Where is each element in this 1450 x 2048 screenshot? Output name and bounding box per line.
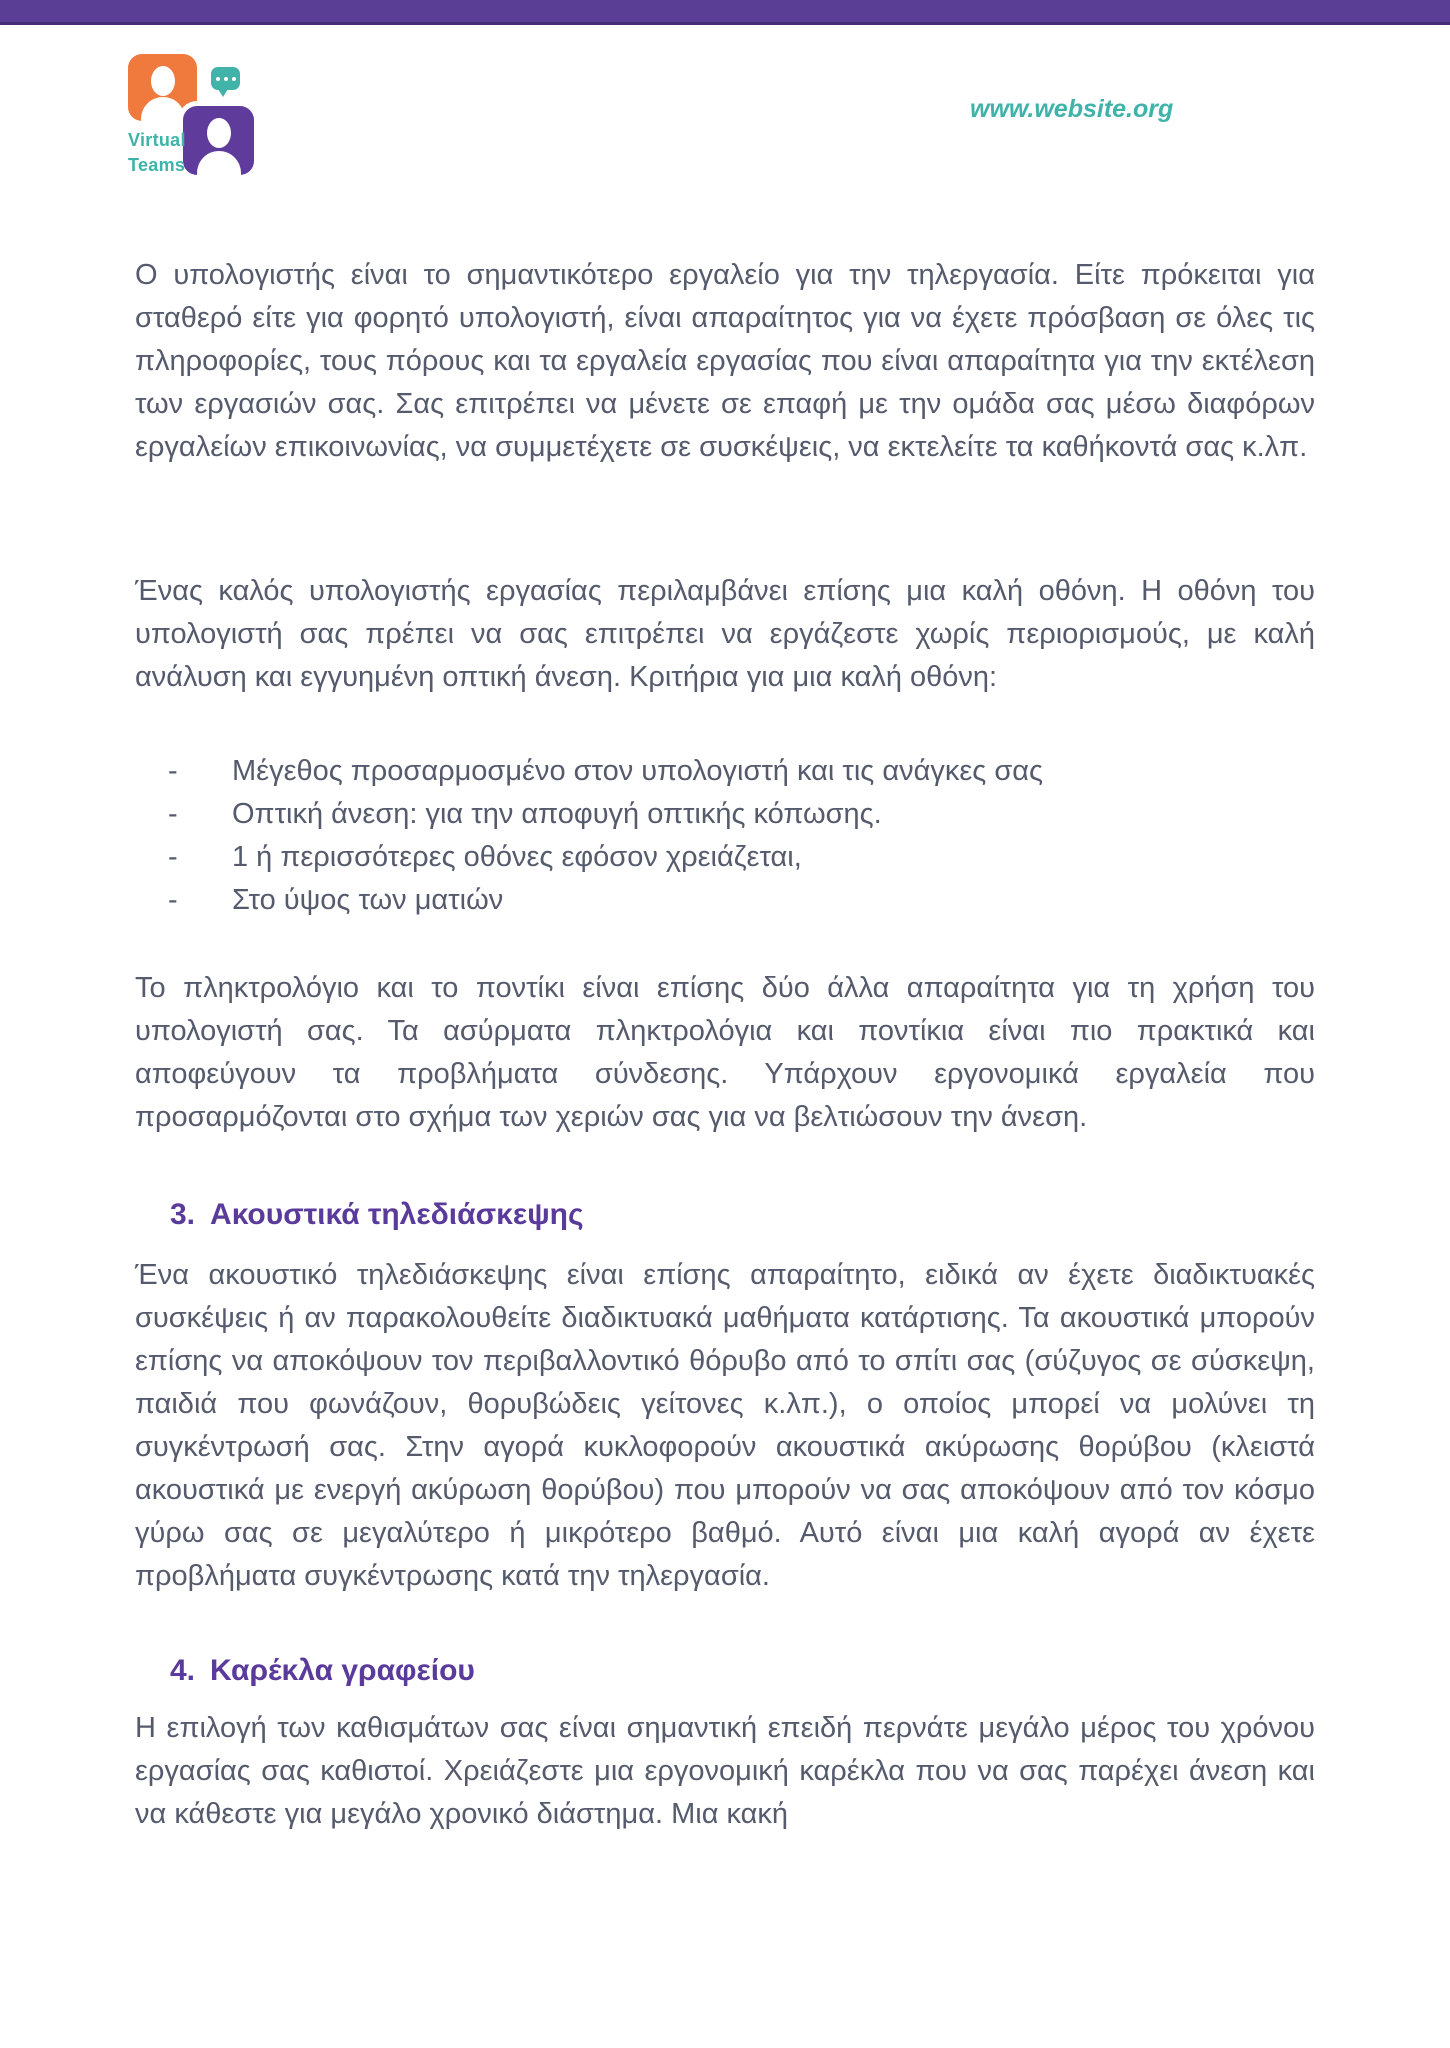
person-head-icon xyxy=(207,118,231,148)
chat-dot-icon xyxy=(232,77,236,81)
section-number: 4. xyxy=(170,1654,196,1687)
section-heading-office-chair xyxy=(170,1649,1270,1692)
list-item: - Στο ύψος των ματιών xyxy=(135,879,1315,922)
chat-bubble-icon xyxy=(211,67,240,90)
section-number: 3. xyxy=(170,1198,196,1231)
section-heading-headset xyxy=(170,1193,1270,1236)
chat-dot-icon xyxy=(216,77,220,81)
website-link[interactable]: www.website.org xyxy=(970,95,1174,123)
person-body-icon xyxy=(197,151,241,175)
paragraph-headset-details: Ένα ακουστικό τηλεδιάσκεψης είναι επίσης απαραίτητο, ειδικά αν έχετε διαδικτυακές συσκέψεις ή αν παρακολουθείτε διαδικτυακά μαθήματα κατάρτισης. Τα ακουστικά μπορούν επίσης να αποκόψουν τον περιβαλλοντικό θόρυβο από το σπίτι σας (σύζυγος σε σύσκεψη, παιδιά που φωνάζουν, θορυβώδεις γείτονες κ.λπ.), ο οποίος μπορεί να μολύνει τη συγκέντρωσή σας. Στην αγορά κυκλοφορούν ακουστικά ακύρωσης θορύβου (κλειστά ακουστικά με ενεργή ακύρωση θορύβου) που μπορούν να σας αποκόψουν από τον κόσμο γύρω σας σε μεγαλύτερο ή μικρότερο βαθμό. Αυτό είναι μια καλή αγορά αν έχετε προβλήματα συγκέντρωσης κατά την τηλεργασία. xyxy=(135,1259,1315,1592)
chat-dot-icon xyxy=(224,77,228,81)
section-title: Καρέκλα γραφείου xyxy=(210,1654,475,1687)
list-item: - Οπτική άνεση: για την αποφυγή οπτικής κόπωσης. xyxy=(135,793,1315,836)
list-item: - 1 ή περισσότερες οθόνες εφόσον χρειάζεται, xyxy=(135,836,1315,879)
logo-line2: Teams xyxy=(128,155,186,175)
section-title: Ακουστικά τηλεδιάσκεψης xyxy=(210,1198,584,1231)
paragraph-monitor-criteria-intro: Ένας καλός υπολογιστής εργασίας περιλαμβάνει επίσης μια καλή οθόνη. Η οθόνη του υπολογιστή σας πρέπει να σας επιτρέπει να εργάζεστε χωρίς περιορισμούς, με καλή ανάλυση και εγγυημένη οπτική άνεση. Κριτήρια για μια καλή οθόνη: xyxy=(135,575,1315,693)
person-body-icon xyxy=(141,97,185,121)
paragraph-office-chair: Η επιλογή των καθισμάτων σας είναι σημαντική επειδή περνάτε μεγάλο μέρος του χρόνου εργασίας σας καθιστοί. Χρειάζεστε μια εργονομική καρέκλα που να σας παρέχει άνεση και να κάθεστε για μεγάλο χρονικό διάστημα. Μια κακή xyxy=(135,1712,1315,1830)
top-accent-bar xyxy=(0,0,1450,25)
paragraph-computer-importance: Ο υπολογιστής είναι το σημαντικότερο εργαλείο για την τηλεργασία. Είτε πρόκειται για σταθερό είτε για φορητό υπολογιστή, είναι απαραίτητος για να έχετε πρόσβαση σε όλες τις πληροφορίες, τους πόρους και τα εργαλεία εργασίας που είναι απαραίτητα για την εκτέλεση των εργασιών σας. Σας επιτρέπει να μένετε σε επαφή με την ομάδα σας μέσω διαφόρων εργαλείων επικοινωνίας, να συμμετέχετε σε συσκέψεις, να εκτελείτε τα καθήκοντά σας κ.λπ. xyxy=(135,259,1315,463)
monitor-criteria-list xyxy=(135,750,1315,922)
person-head-icon xyxy=(151,66,175,96)
person-card-purple-icon xyxy=(183,106,254,175)
list-item: - Μέγεθος προσαρμοσμένο στον υπολογιστή και τις ανάγκες σας xyxy=(135,750,1315,793)
paragraph-keyboard-mouse: Το πληκτρολόγιο και το ποντίκι είναι επίσης δύο άλλα απαραίτητα για τη χρήση του υπολογιστή σας. Τα ασύρματα πληκτρολόγια και ποντίκια είναι πιο πρακτικά και αποφεύγουν τα προβλήματα σύνδεσης. Υπάρχουν εργονομικά εργαλεία που προσαρμόζονται στο σχήμα των χεριών σας για να βελτιώσουν την άνεση. xyxy=(135,972,1315,1133)
virtual-teams-logo xyxy=(128,54,268,184)
logo-wordmark xyxy=(128,128,186,178)
logo-line1: Virtual xyxy=(128,130,186,150)
